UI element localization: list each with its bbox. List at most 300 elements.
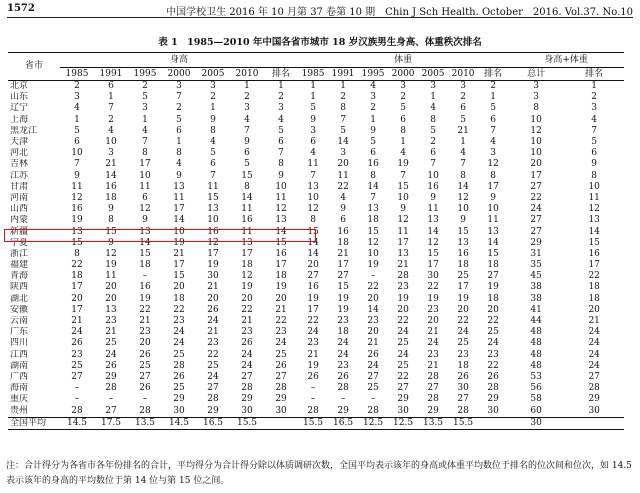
height-value: 10 <box>207 215 219 226</box>
weight-value: 24 <box>337 349 349 360</box>
weight-value: 12 <box>307 204 319 215</box>
combined-rank: 12 <box>588 204 600 215</box>
journal-info: 中国学校卫生 2016 年 10 月第 37 卷第 10 期 Chin J Sch Health. October 2016. Vol.37. No.10 <box>166 7 633 18</box>
height-value: 8 <box>108 215 114 226</box>
weight-value: 20 <box>367 327 379 338</box>
col-rank: 排名 <box>484 68 503 79</box>
combined-rank: 6 <box>591 148 598 159</box>
combined-total: 31 <box>530 248 542 259</box>
height-value: 13 <box>173 181 185 192</box>
height-value: 5 <box>74 125 80 136</box>
weight-value: 24 <box>397 349 409 360</box>
table-row <box>8 350 624 361</box>
weight-value: 21 <box>427 327 439 338</box>
height-value: 21 <box>71 316 83 327</box>
weight-rank: 20 <box>487 304 499 315</box>
height-value: 9 <box>244 137 250 148</box>
weight-value: 25 <box>457 338 469 349</box>
weight-value: 5 <box>340 125 346 136</box>
height-value: 6 <box>244 148 250 159</box>
table-row <box>8 405 624 417</box>
weight-value: 14 <box>367 181 379 192</box>
combined-total: 56 <box>530 383 542 394</box>
province-name: 江苏 <box>10 170 29 181</box>
weight-value: 14 <box>457 181 469 192</box>
weight-value: 12.5 <box>388 417 418 429</box>
weight-rank: 10 <box>487 204 499 215</box>
height-rank: 11 <box>275 192 287 203</box>
height-value: 5 <box>210 148 216 159</box>
height-value: 8 <box>244 181 250 192</box>
weight-value: 1 <box>370 114 376 125</box>
height-value: 3 <box>142 103 148 114</box>
combined-rank: 14 <box>588 226 600 237</box>
weight-value: 3 <box>430 81 436 92</box>
height-value: 7 <box>176 92 182 103</box>
weight-value: 26 <box>337 371 349 382</box>
height-value: 4 <box>74 103 80 114</box>
col-year: 1991 <box>99 68 123 79</box>
combined-total: 3 <box>533 92 540 103</box>
weight-value: 2 <box>460 92 466 103</box>
weight-value: 1 <box>310 92 316 103</box>
weight-value: – <box>310 383 316 394</box>
table-row <box>8 394 624 405</box>
height-value: 4 <box>210 137 216 148</box>
height-rank: 8 <box>278 159 284 170</box>
province-name: 全国平均 <box>8 417 60 429</box>
weight-value: 3 <box>460 81 466 92</box>
table-row <box>8 226 624 237</box>
height-value: 25 <box>173 349 185 360</box>
weight-value: 20 <box>427 316 439 327</box>
height-value: 19 <box>71 215 83 226</box>
height-value: 8 <box>210 125 216 136</box>
height-value: 5 <box>142 92 148 103</box>
height-value: 30 <box>241 405 253 416</box>
weight-value: 19 <box>337 304 349 315</box>
weight-rank <box>478 417 508 429</box>
table-row <box>8 182 624 193</box>
weight-value: 19 <box>397 293 409 304</box>
col-year: 2000 <box>167 68 191 79</box>
weight-value: 15 <box>427 248 439 259</box>
height-value: 16 <box>139 282 151 293</box>
province-name: 广东 <box>10 327 29 338</box>
province-name: 吉林 <box>10 159 29 170</box>
weight-value: 19 <box>337 293 349 304</box>
height-value: 19 <box>241 282 253 293</box>
weight-value: 29 <box>427 405 439 416</box>
weight-value: 17 <box>397 237 409 248</box>
combined-rank: 5 <box>591 137 598 148</box>
province-name: 新疆 <box>10 226 29 237</box>
combined-total: 17 <box>530 170 542 181</box>
height-rank: 25 <box>275 349 287 360</box>
height-value: 24 <box>173 338 185 349</box>
weight-value: 6 <box>460 103 466 114</box>
weight-value: 16 <box>457 248 469 259</box>
height-value: 7 <box>244 125 250 136</box>
height-rank: 14 <box>275 226 287 237</box>
height-value: 6 <box>108 81 114 92</box>
height-rank: 22 <box>275 316 287 327</box>
weight-value: 10 <box>427 170 439 181</box>
weight-value: 16 <box>427 181 439 192</box>
weight-value: 1 <box>310 81 316 92</box>
height-value: 8 <box>142 148 148 159</box>
height-value: 10 <box>139 170 151 181</box>
height-value: 10 <box>105 137 117 148</box>
height-value: 14 <box>241 192 253 203</box>
combined-rank: 2 <box>591 92 598 103</box>
weight-value: 25 <box>397 360 409 371</box>
height-value: 12 <box>139 204 151 215</box>
weight-rank: 17 <box>487 181 499 192</box>
table-row <box>8 417 624 429</box>
height-value: 25 <box>105 338 117 349</box>
combined-total: 10 <box>530 137 542 148</box>
combined-rank: 3 <box>591 103 598 114</box>
weight-value: 22 <box>337 181 349 192</box>
weight-value: – <box>310 394 316 405</box>
province-name: 山西 <box>10 204 29 215</box>
height-value: 7 <box>108 103 114 114</box>
combined-rank: 18 <box>588 282 600 293</box>
weight-value: 28 <box>307 405 319 416</box>
height-rank: 21 <box>275 304 287 315</box>
height-value: 12 <box>71 192 83 203</box>
weight-value: 17 <box>427 260 439 271</box>
weight-value: 23 <box>427 349 439 360</box>
height-value: 17 <box>173 260 185 271</box>
weight-rank: 3 <box>490 148 496 159</box>
col-year: 1995 <box>133 68 157 79</box>
height-rank <box>264 417 298 429</box>
height-value: 9 <box>108 237 114 248</box>
height-value: 24 <box>105 349 117 360</box>
weight-value: 15 <box>337 282 349 293</box>
height-value: 14 <box>139 237 151 248</box>
weight-value: 13.5 <box>418 417 448 429</box>
height-value: 20 <box>105 293 117 304</box>
height-rank: 19 <box>275 282 287 293</box>
weight-value: 6 <box>430 148 436 159</box>
height-value: 30 <box>173 405 185 416</box>
weight-value: 27 <box>427 383 439 394</box>
province-name: 内蒙 <box>10 215 29 226</box>
weight-value: 23 <box>307 338 319 349</box>
height-value: 21 <box>207 282 219 293</box>
height-value: 23 <box>207 338 219 349</box>
province-name: 福建 <box>10 260 29 271</box>
province-name: 江西 <box>10 349 29 360</box>
table-row <box>8 282 624 293</box>
weight-value: 4 <box>340 192 346 203</box>
weight-rank: 14 <box>487 237 499 248</box>
weight-value: 6 <box>400 114 406 125</box>
height-value: – <box>74 394 80 405</box>
combined-total: 41 <box>530 304 542 315</box>
table-row <box>8 193 624 204</box>
height-value: 21 <box>173 248 185 259</box>
height-value: – <box>142 394 148 405</box>
height-value: 22 <box>139 304 151 315</box>
province-name: 贵州 <box>10 405 29 416</box>
combined-rank: 24 <box>588 327 600 338</box>
height-value: 29 <box>241 394 253 405</box>
col-year: 1985 <box>301 68 325 79</box>
weight-value: 19 <box>427 293 439 304</box>
weight-value: – <box>340 394 346 405</box>
weight-value: 19 <box>307 360 319 371</box>
height-value: 3 <box>244 103 250 114</box>
weight-value: 1 <box>400 137 406 148</box>
weight-value: 4 <box>430 103 436 114</box>
table-row <box>8 126 624 137</box>
height-value: 17 <box>241 248 253 259</box>
col-total: 总计 <box>527 68 546 79</box>
height-value: 2 <box>74 81 80 92</box>
weight-value: 26 <box>457 371 469 382</box>
height-value: 11 <box>241 204 253 215</box>
weight-value: 15 <box>397 181 409 192</box>
weight-value: 22 <box>397 316 409 327</box>
height-value: 16 <box>105 181 117 192</box>
weight-value: 5 <box>370 137 376 148</box>
table-row <box>8 372 624 383</box>
height-value: 13 <box>105 304 117 315</box>
table-row <box>8 260 624 271</box>
height-value: 18 <box>71 271 83 282</box>
col-year: 1985 <box>65 68 89 79</box>
weight-value: 21 <box>397 260 409 271</box>
weight-value: 24 <box>397 327 409 338</box>
height-value: 26 <box>173 371 185 382</box>
province-name: 湖北 <box>10 293 29 304</box>
height-value: 20 <box>173 282 185 293</box>
province-name: 黑龙江 <box>10 125 38 136</box>
weight-rank: 13 <box>487 226 499 237</box>
height-rank: 17 <box>275 260 287 271</box>
weight-value: 19 <box>457 293 469 304</box>
height-value: 22 <box>71 260 83 271</box>
weight-value: 21 <box>427 360 439 371</box>
combined-rank: 1 <box>591 81 598 92</box>
weight-value: 30 <box>457 383 469 394</box>
weight-rank: 25 <box>487 327 499 338</box>
height-value: 4 <box>176 159 182 170</box>
weight-value: 15.5 <box>448 417 478 429</box>
weight-value: 20 <box>397 304 409 315</box>
weight-value: 15 <box>457 226 469 237</box>
table-row <box>8 249 624 260</box>
height-rank: 30 <box>275 405 287 416</box>
height-value: 15 <box>241 170 253 181</box>
height-value: 15 <box>71 237 83 248</box>
weight-rank: 22 <box>487 316 499 327</box>
height-value: 24 <box>207 316 219 327</box>
weight-value: 27 <box>457 394 469 405</box>
table-row <box>8 81 624 93</box>
weight-value: 22 <box>307 316 319 327</box>
height-value: 13 <box>241 237 253 248</box>
province-name: 湖南 <box>10 360 29 371</box>
height-value: 3 <box>108 148 114 159</box>
weight-value: 13 <box>397 248 409 259</box>
height-value: 2 <box>244 92 250 103</box>
weight-value: 11 <box>427 204 439 215</box>
weight-value: 27 <box>307 271 319 282</box>
weight-value: 13 <box>427 215 439 226</box>
height-rank: 12 <box>275 204 287 215</box>
height-value: 19 <box>139 293 151 304</box>
col-year: 2000 <box>391 68 415 79</box>
table-row <box>8 204 624 215</box>
col-year: 1995 <box>361 68 385 79</box>
combined-rank: 27 <box>588 371 600 382</box>
combined-total: 30 <box>508 417 564 429</box>
weight-value: 4 <box>460 148 466 159</box>
combined-total: 38 <box>530 282 542 293</box>
weight-rank: 24 <box>487 338 499 349</box>
combined-total: 27 <box>530 181 542 192</box>
combined-total: 48 <box>530 327 542 338</box>
weight-value: 28 <box>397 271 409 282</box>
table-row <box>8 338 624 349</box>
combined-rank: 24 <box>588 360 600 371</box>
height-value: 9 <box>210 114 216 125</box>
weight-value: 21 <box>307 349 319 360</box>
height-value: 28 <box>241 383 253 394</box>
weight-value: 9 <box>460 215 466 226</box>
weight-value: 21 <box>457 125 469 136</box>
height-value: 22 <box>241 304 253 315</box>
weight-value: 18 <box>367 215 379 226</box>
combined-rank: 16 <box>588 248 600 259</box>
combined-rank: 30 <box>588 405 600 416</box>
province-name: 河北 <box>10 148 29 159</box>
height-rank: 2 <box>278 92 284 103</box>
weight-value: 10 <box>397 192 409 203</box>
height-value: 17 <box>139 159 151 170</box>
weight-value: 22 <box>397 371 409 382</box>
weight-value: 14 <box>427 226 439 237</box>
table-note: 注：合计得分为各省市各年份排名的合计，平均得分为合计得分除以体质调研次数，全国平均表示该年的身高或体重平均数位于排名的位次间和位次，如 14.5 表示该年的身高的平均数位于第 14 位与第 15 位之间。 <box>6 461 632 486</box>
weight-value: 22 <box>367 282 379 293</box>
weight-value: 7 <box>400 170 406 181</box>
weight-rank: 1 <box>490 92 496 103</box>
weight-value: 9 <box>400 204 406 215</box>
header-rule <box>7 17 633 18</box>
weight-value: 28 <box>427 371 439 382</box>
weight-value: 16 <box>337 226 349 237</box>
weight-value: 7 <box>370 192 376 203</box>
weight-value: 28 <box>337 383 349 394</box>
height-value: 11 <box>139 181 151 192</box>
col-year: 2005 <box>421 68 445 79</box>
weight-value: 27 <box>397 383 409 394</box>
height-value: 10 <box>173 226 185 237</box>
weight-value: 2 <box>340 92 346 103</box>
height-value: 7 <box>210 170 216 181</box>
province-name: 海南 <box>10 383 29 394</box>
height-value: 21 <box>105 327 117 338</box>
weight-value: 7 <box>430 159 436 170</box>
combined-total: 58 <box>530 394 542 405</box>
weight-value: 20 <box>457 304 469 315</box>
col-year: 2010 <box>235 68 259 79</box>
height-value: 6 <box>210 159 216 170</box>
weight-value: 19 <box>367 260 379 271</box>
page-number: 1572 <box>7 3 35 14</box>
weight-value: 25 <box>457 271 469 282</box>
weight-value: 16 <box>367 159 379 170</box>
weight-rank: 8 <box>490 170 496 181</box>
combined-total: 48 <box>530 349 542 360</box>
table-row <box>8 92 624 103</box>
weight-rank: 19 <box>487 282 499 293</box>
weight-value: 29 <box>397 394 409 405</box>
weight-value: 3 <box>340 148 346 159</box>
col-rank: 排名 <box>272 68 291 79</box>
table-row <box>8 238 624 249</box>
height-value: 15 <box>173 271 185 282</box>
weight-value: 23 <box>397 282 409 293</box>
weight-value: 8 <box>310 215 316 226</box>
combined-rank: 18 <box>588 293 600 304</box>
weight-value: 14 <box>337 137 349 148</box>
height-rank: 4 <box>278 114 284 125</box>
weight-value: 17 <box>307 304 319 315</box>
table-row <box>8 316 624 327</box>
weight-value: 16 <box>307 282 319 293</box>
weight-value: 23 <box>457 349 469 360</box>
height-value: 11 <box>241 226 253 237</box>
height-value: 20 <box>241 293 253 304</box>
weight-value: 3 <box>370 92 376 103</box>
height-value: 17 <box>173 204 185 215</box>
height-value: 25 <box>207 360 219 371</box>
height-value: 15 <box>139 248 151 259</box>
weight-value: 24 <box>307 327 319 338</box>
table-row <box>8 159 624 170</box>
weight-value: 18 <box>457 260 469 271</box>
combined-total: 45 <box>530 271 542 282</box>
weight-value: 14 <box>307 237 319 248</box>
height-value: 1 <box>74 114 80 125</box>
height-value: 21 <box>241 316 253 327</box>
weight-rank: 2 <box>490 81 496 92</box>
weight-value: 16.5 <box>328 417 358 429</box>
height-value: 11 <box>207 181 219 192</box>
weight-value: 17 <box>457 282 469 293</box>
weight-rank: 4 <box>490 137 496 148</box>
weight-rank: 18 <box>487 260 499 271</box>
height-value: 1 <box>108 92 114 103</box>
height-value: 15 <box>105 226 117 237</box>
height-value: 16 <box>241 215 253 226</box>
height-value: 19 <box>105 260 117 271</box>
weight-value: 9 <box>370 125 376 136</box>
height-value: 27 <box>105 405 117 416</box>
weight-value: 8 <box>430 114 436 125</box>
height-value: 13.5 <box>128 417 162 429</box>
table-row <box>8 305 624 316</box>
height-value: – <box>74 383 80 394</box>
weight-rank: 18 <box>487 293 499 304</box>
province-name: 安徽 <box>10 304 29 315</box>
